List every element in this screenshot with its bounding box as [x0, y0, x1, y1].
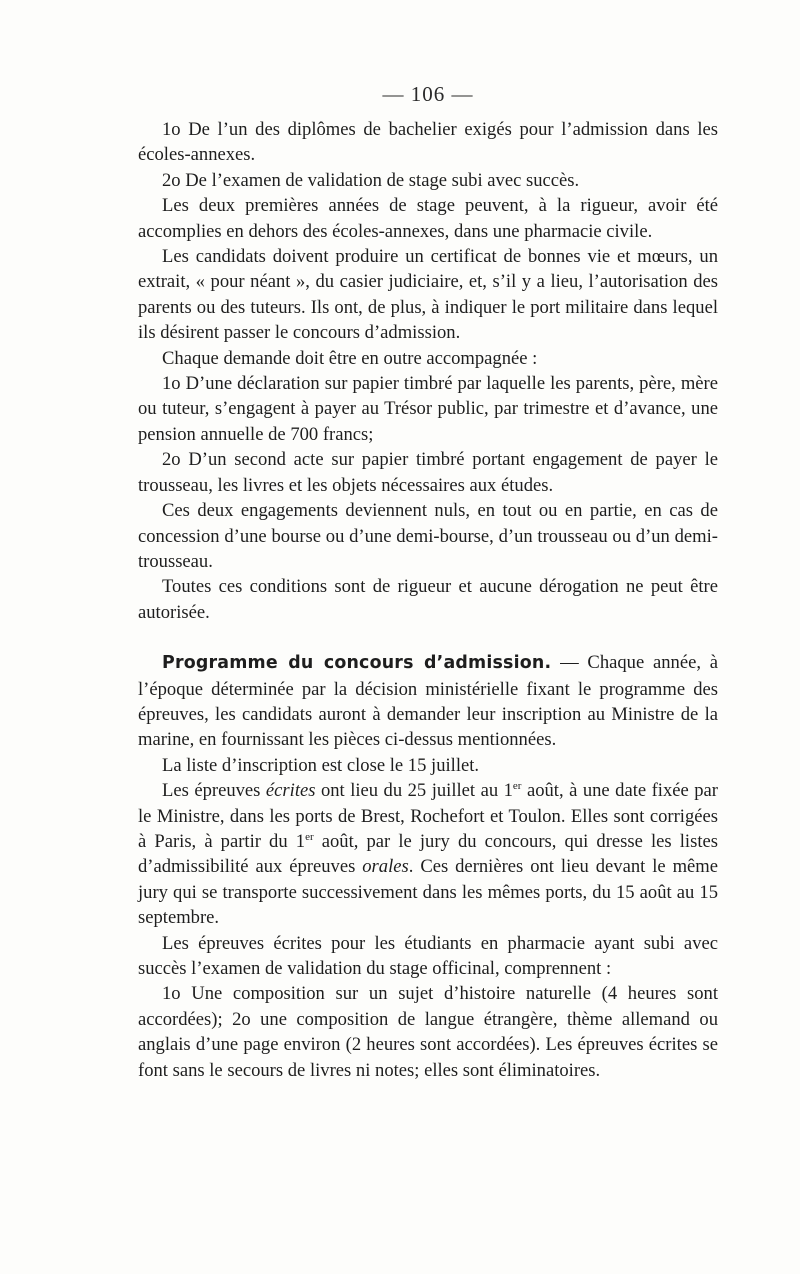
written-exams-text-5: . Ces dernières ont lieu devant le même jury qui se transporte successivement dans les mêmes ports, du 15 août au 15 septembre.	[138, 856, 718, 929]
written-exams-emphasis-written: écrites	[265, 780, 316, 802]
paragraph-first-years: Les deux premières années de stage peuvent, à la rigueur, avoir été accomplies en dehors des écoles-annexes, dans une pharmacie civile.	[138, 195, 718, 242]
body-text	[138, 117, 718, 1083]
paragraph-declaration: 1o D’une déclaration sur papier timbré par laquelle les parents, père, mère ou tuteur, s’engagent à payer au Trésor public, par trimestre et d’avance, une pension annuelle de 700 francs;	[138, 373, 718, 445]
page-number: — 106 —	[382, 82, 474, 106]
ordinal-superscript: er	[512, 780, 522, 793]
written-exams-text-4: août, par le jury du concours, qui dresse les listes d’admissibilité aux épreuves	[138, 830, 718, 878]
paragraph-validation-exam: 2o De l’examen de validation de stage subi avec succès.	[162, 169, 580, 191]
paragraph-certificates: Les candidats doivent produire un certificat de bonnes vie et mœurs, un extrait, « pour néant », du casier judiciaire, et, s’il y a lieu, l’autorisation des parents ou des tuteurs. Ils ont, de plus, à indiquer le port militaire dans lequel ils désirent passer le concours d’admission.	[138, 246, 718, 344]
paragraph-diploma: 1o De l’un des diplômes de bachelier exigés pour l’admission dans les écoles-annexes.	[138, 119, 718, 166]
paragraph-list-closure: La liste d’inscription est close le 15 juillet.	[162, 754, 480, 776]
paragraph-engagements: Ces deux engagements deviennent nuls, en tout ou en partie, en cas de concession d’une bourse ou d’une demi-bourse, d’un trousseau ou d’un demi-trousseau.	[138, 500, 718, 572]
heading-separator: —	[551, 652, 588, 674]
section-programme	[138, 650, 718, 753]
section-heading: Programme du concours d’admission.	[162, 653, 552, 674]
paragraph-conditions: Toutes ces conditions sont de rigueur et aucune dérogation ne peut être autorisée.	[138, 576, 718, 623]
written-exams-emphasis-oral: orales	[362, 856, 409, 878]
paragraph-request: Chaque demande doit être en outre accompagnée :	[162, 347, 538, 369]
section-intro: Chaque année, à l’époque déterminée par la décision ministérielle fixant le programme des épreuves, les candidats auront à demander leur inscription au Ministre de la marine, en fournissant les pièces ci-dessus mentionnées.	[138, 652, 718, 751]
paragraph-pharmacy-exams: Les épreuves écrites pour les étudiants en pharmacie ayant subi avec succès l’examen de validation du stage officinal, comprennent :	[138, 932, 718, 979]
paragraph-second-act: 2o D’un second acte sur papier timbré portant engagement de payer le trousseau, les livres et les objets nécessaires aux études.	[138, 449, 718, 496]
paragraph-exam-list: 1o Une composition sur un sujet d’histoire naturelle (4 heures sont accordées); 2o une composition de langue étrangère, thème allemand ou anglais d’une page environ (2 heures sont accordées). Les épreuves écrites se font sans le secours de livres ni notes; elles sont éliminatoires.	[138, 983, 718, 1081]
ordinal-superscript: er	[305, 830, 314, 843]
written-exams-text-2: ont lieu du 25 juillet au 1	[315, 780, 513, 802]
written-exams-text-1: Les épreuves	[162, 780, 266, 802]
book-page	[138, 82, 718, 1083]
paragraph-written-exams	[138, 778, 718, 930]
written-exams-text-3: août, à une date fixée par le Ministre, dans les ports de Brest, Rochefort et Toulon. Elles sont corrigées à Paris, à partir du 1	[138, 780, 719, 852]
